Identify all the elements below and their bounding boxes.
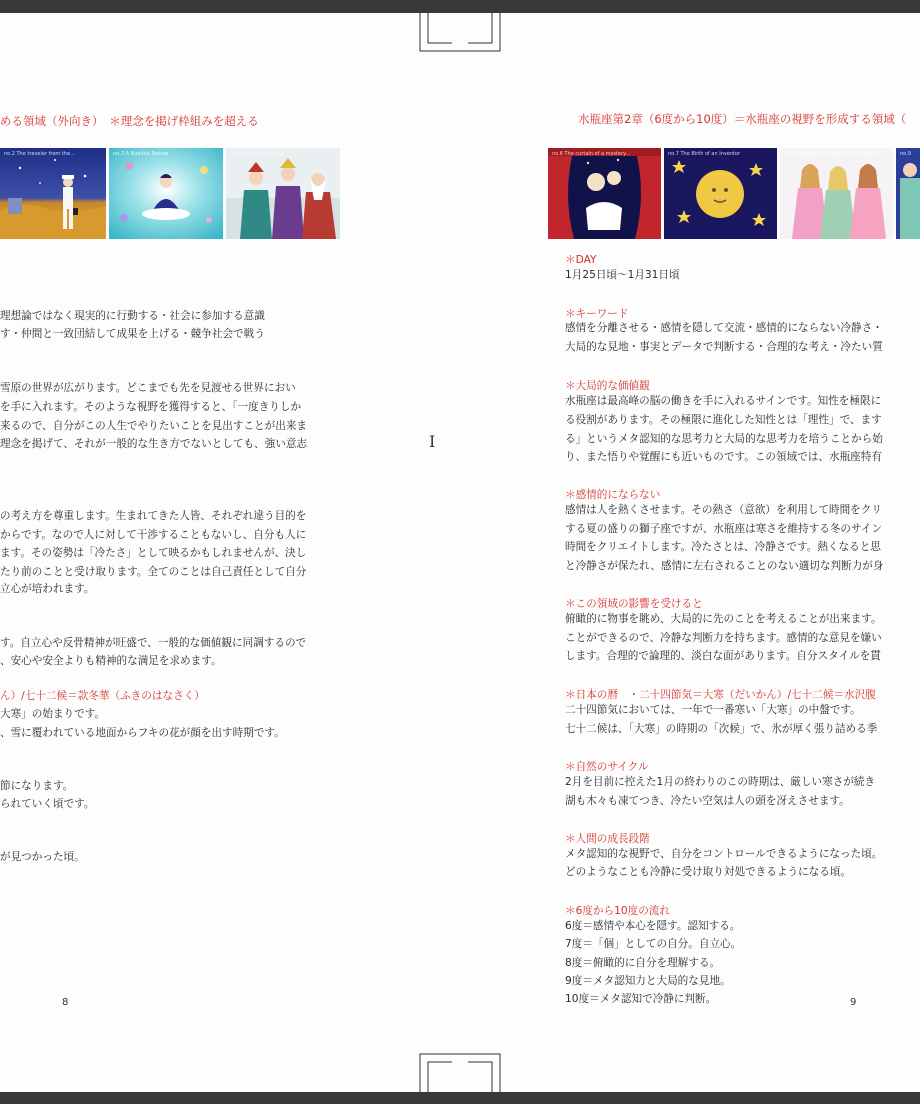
thumb-caption: no.4 We gather in our... bbox=[230, 151, 289, 157]
text-line: る」というメタ認知的な思考力と大局的な思考力を培うことから始 bbox=[565, 433, 883, 445]
text-line: 節になります。 bbox=[0, 780, 74, 792]
text-line: 大局的な見地・事実とデータで判断する・合理的な考え・冷たい質 bbox=[565, 341, 883, 353]
text-line: 9度＝メタ認知力と大局的な見地。 bbox=[565, 975, 731, 987]
text-line: からです。なので人に対して干渉することもないし、自分も人に bbox=[0, 529, 307, 541]
text-line: 感情は人を熱くさせます。その熱さ（意欲）を利用して時間をクリ bbox=[565, 504, 882, 516]
bottom-window-bar bbox=[0, 1092, 920, 1104]
section-heading: ＊日本の暦 ・二十四節気＝大寒（だいかん）/七十二候＝水沢腹 bbox=[565, 689, 876, 701]
text-line: を手に入れます。そのような視野を獲得すると、「一度きりしか bbox=[0, 401, 302, 413]
thumb-caption: no.2 The traveler from the... bbox=[4, 151, 75, 157]
illustration-curtain bbox=[548, 148, 661, 239]
text-line: す・仲間と一致団結して成果を上げる・競争社会で戦う bbox=[0, 328, 265, 340]
text-line: します。合理的で論理的、淡白な面があります。自分スタイルを貫 bbox=[565, 650, 881, 662]
top-crop-marks bbox=[410, 13, 510, 61]
text-line: られていく頃です。 bbox=[0, 798, 95, 810]
text-line: 10度＝メタ認知で冷静に判断。 bbox=[565, 993, 717, 1005]
page-number: 9 bbox=[850, 997, 857, 1008]
thumb-caption: no.7 The Birth of an Inventor bbox=[668, 151, 741, 157]
page-9-illustrations bbox=[548, 148, 920, 239]
text-line: 二十四節気においては、一年で一番寒い「大寒」の中盤です。 bbox=[565, 704, 861, 716]
text-line: 湖も木々も凍てつき、冷たい空気は人の頭を冴えさせます。 bbox=[565, 795, 850, 807]
text-line: 来るので、自分がこの人生でやりたいことを見出すことが出来ま bbox=[0, 420, 308, 432]
text-line: 1月25日頃〜1月31日頃 bbox=[565, 269, 680, 281]
illustration-partial bbox=[896, 148, 920, 239]
text-line: たり前のことと受け取ります。全てのことは自己責任として自分 bbox=[0, 566, 307, 578]
bottom-crop-marks bbox=[410, 1044, 510, 1092]
page-8-illustrations bbox=[0, 148, 340, 239]
thumb-caption: no.8 Beautifully Yourself and Together bbox=[784, 151, 879, 157]
illustration-gathering bbox=[226, 148, 340, 239]
text-line: 水瓶座は最高峰の脳の働きを手に入れるサインです。知性を極限に bbox=[565, 395, 882, 407]
page-8-heading: める領域（外向き） ＊理念を掲げ枠組みを超える bbox=[0, 114, 259, 128]
page-9-heading: 水瓶座第2章（6度から10度）＝水瓶座の視野を形成する領域（ bbox=[578, 112, 907, 126]
text-line: 俯瞰的に物事を眺め、大局的に先のことを考えることが出来ます。 bbox=[565, 613, 882, 625]
section-heading: ＊DAY bbox=[565, 254, 597, 266]
text-line: 理念を掲げて、それが一般的な生き方でないとしても、強い意志 bbox=[0, 438, 308, 450]
thumb-caption: no.6 The curtain of a mystery... bbox=[552, 151, 631, 157]
page-9 bbox=[548, 0, 920, 1104]
text-cursor-icon: I bbox=[429, 432, 436, 451]
text-line: と冷静さが保たれ、感情に左右されることのない適切な判断力が身 bbox=[565, 560, 884, 572]
section-heading: ＊人間の成長段階 bbox=[565, 833, 650, 845]
thumb-caption: no.3 A Buddha-Nature bbox=[113, 151, 169, 157]
text-line: 大寒」の始まりです。 bbox=[0, 708, 106, 720]
illustration-buddha-nature bbox=[109, 148, 223, 239]
text-line: 感情を分離させる・感情を隠して交流・感情的にならない冷静さ・ bbox=[565, 322, 883, 334]
text-line: 7度＝「個」としての自分。自立心。 bbox=[565, 938, 742, 950]
text-line: 理想論ではなく現実的に行動する・社会に参加する意識 bbox=[0, 310, 265, 322]
text-line: す。自立心や反骨精神が旺盛で、一般的な価値観に同調するので bbox=[0, 637, 307, 649]
text-line: の考え方を尊重します。生まれてきた人皆、それぞれ違う目的を bbox=[0, 510, 307, 522]
text-line: 6度＝感情や本心を隠す。認知する。 bbox=[565, 920, 741, 932]
section-heading: ん）/七十二候＝款冬華（ふきのはなさく） bbox=[0, 690, 205, 702]
text-line: ことができるので、冷静な判断力を持ちます。感情的な意見を嫌い bbox=[565, 632, 882, 644]
illustration-together bbox=[780, 148, 893, 239]
text-line: 七十二候は、「大寒」の時期の「次候」で、氷が厚く張り詰める季 bbox=[565, 723, 878, 735]
section-heading: ＊感情的にならない bbox=[565, 489, 661, 501]
illustration-inventor bbox=[664, 148, 777, 239]
text-line: 時間をクリエイトします。冷たさとは、冷静さです。熱くなると思 bbox=[565, 541, 881, 553]
text-line: 立心が培われます。 bbox=[0, 583, 95, 595]
section-heading: ＊大局的な価値観 bbox=[565, 380, 650, 392]
text-line: る役割があります。その極限に進化した知性とは「理性」で、ます bbox=[565, 414, 882, 426]
text-line: 、安心や安全よりも精神的な満足を求めます。 bbox=[0, 655, 222, 667]
text-line: り、また悟りや覚醒にも近いものです。この領域では、水瓶座特有 bbox=[565, 451, 882, 463]
section-heading: ＊キーワード bbox=[565, 308, 629, 320]
illustration-traveler bbox=[0, 148, 106, 239]
section-heading: ＊この領域の影響を受けると bbox=[565, 598, 703, 610]
text-line: する夏の盛りの獅子座ですが、水瓶座は寒さを維持する冬のサイン bbox=[565, 523, 883, 535]
text-line: 8度＝俯瞰的に自分を理解する。 bbox=[565, 957, 721, 969]
text-line: 2月を目前に控えた1月の終わりのこの時期は、厳しい寒さが続き bbox=[565, 776, 876, 788]
page-8 bbox=[0, 0, 345, 1104]
page-number: 8 bbox=[62, 997, 69, 1008]
text-line: メタ認知的な視野で、自分をコントロールできるようになった頃。 bbox=[565, 848, 883, 860]
text-line: ます。その姿勢は「冷たさ」として映るかもしれませんが、決し bbox=[0, 547, 307, 559]
section-heading: ＊自然のサイクル bbox=[565, 761, 649, 773]
text-line: 雪原の世界が広がります。どこまでも先を見渡せる世界におい bbox=[0, 382, 296, 394]
text-line: 、雪に覆われている地面からフキの花が顔を出す時期です。 bbox=[0, 727, 285, 739]
text-line: が見つかった頃。 bbox=[0, 851, 85, 863]
text-line: どのようなことも冷静に受け取り対処できるようになる頃。 bbox=[565, 866, 852, 878]
section-heading: ＊6度から10度の流れ bbox=[565, 905, 670, 917]
thumb-caption: no.9 bbox=[900, 151, 911, 157]
